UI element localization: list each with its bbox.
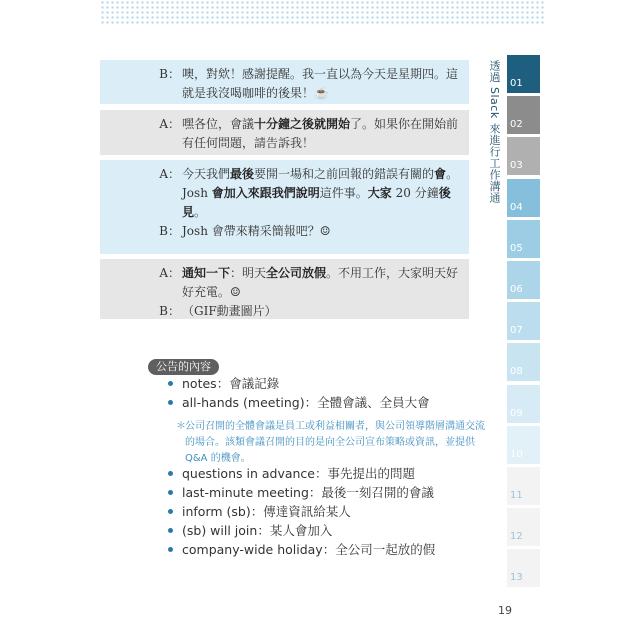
chapter-tab-03[interactable]: 03 xyxy=(507,137,540,175)
vocab-term: last-minute meeting xyxy=(182,485,309,500)
chapter-tab-01[interactable]: 01 xyxy=(507,55,540,93)
chapter-tab-08[interactable]: 08 xyxy=(507,343,540,381)
vocab-meaning: ：事先提出的問題 xyxy=(315,466,416,481)
vocab-meaning: ：某人會加入 xyxy=(257,523,333,538)
key-phrase: 最後 xyxy=(230,167,255,181)
bullet-icon xyxy=(168,471,173,476)
vocab-list-bottom xyxy=(168,464,435,559)
section-label: 公告的內容 xyxy=(148,359,219,375)
chat-line xyxy=(158,222,459,241)
message-segment: （GIF動畫圖片） xyxy=(182,304,277,318)
vocab-item xyxy=(168,393,430,412)
vocab-item xyxy=(168,521,435,540)
chat-box-3 xyxy=(100,160,469,254)
message-segment: 噢，對欸！感謝提醒。我一直以為今天是星期四。這就是我沒喝咖啡的後果！ xyxy=(182,67,459,100)
vocab-item xyxy=(168,502,435,521)
speaker-label: B： xyxy=(159,224,180,238)
speaker-label: A： xyxy=(159,167,180,181)
bullet-icon xyxy=(168,381,173,386)
key-phrase: 十分鐘之後就開始 xyxy=(254,117,351,131)
message-text xyxy=(158,165,459,222)
running-head: 透過 Slack 來進行工作溝通 xyxy=(488,60,501,204)
chapter-tab-05[interactable]: 05 xyxy=(507,220,540,258)
bullet-icon xyxy=(168,509,173,514)
vocab-meaning: ：傳達資訊給某人 xyxy=(250,504,351,519)
vocab-item xyxy=(168,540,435,559)
chat-box-1 xyxy=(100,60,469,104)
key-phrase: 會 xyxy=(434,167,447,181)
all-hands-note xyxy=(176,419,485,467)
chat-line xyxy=(158,302,459,321)
key-phrase: 通知一下 xyxy=(182,266,231,280)
chapter-tab-06[interactable]: 06 xyxy=(507,261,540,299)
chat-line xyxy=(158,264,459,302)
chapter-tab-02[interactable]: 02 xyxy=(507,96,540,134)
chat-line xyxy=(158,65,459,103)
message-segment: 。Josh xyxy=(182,167,459,200)
bullet-icon xyxy=(168,400,173,405)
vocab-term: inform (sb) xyxy=(182,504,251,519)
page-number: 19 xyxy=(498,604,512,617)
key-phrase: 後見 xyxy=(182,186,451,219)
message-segment: 了。如果你在開始前有任何問題，請告訴我！ xyxy=(182,117,459,150)
message-segment: 20 分鐘 xyxy=(391,186,439,200)
chapter-tab-07[interactable]: 07 xyxy=(507,302,540,340)
vocab-item xyxy=(168,464,435,483)
chat-box-2 xyxy=(100,110,469,155)
vocab-meaning: ：全體會議、全員大會 xyxy=(304,395,430,410)
dotted-header-pattern xyxy=(100,0,544,26)
message-text xyxy=(158,302,459,321)
vocab-term: company-wide holiday xyxy=(182,542,323,557)
message-segment: 要開一場和之前回報的錯誤有關的 xyxy=(254,167,435,181)
chapter-tab-04[interactable]: 04 xyxy=(507,179,540,217)
vocab-term: all-hands (meeting) xyxy=(182,395,305,410)
message-segment: 。不用工作，大家明天好好充電。☺ xyxy=(182,266,459,299)
bullet-icon xyxy=(168,490,173,495)
chapter-tab-11[interactable]: 11 xyxy=(507,467,540,505)
message-text xyxy=(158,115,459,153)
vocab-item xyxy=(168,374,430,393)
chat-box-4 xyxy=(100,259,469,319)
speaker-label: A： xyxy=(159,117,180,131)
vocab-meaning: ：會議記錄 xyxy=(216,376,280,391)
message-segment: Josh 會帶來精采簡報吧？☺ xyxy=(182,224,331,238)
vocab-term: (sb) will join xyxy=(182,523,258,538)
message-text xyxy=(158,65,459,103)
chapter-tab-10[interactable]: 10 xyxy=(507,426,540,464)
vocab-meaning: ：全公司一起放的假 xyxy=(322,542,436,557)
message-segment: 今天我們 xyxy=(182,167,231,181)
key-phrase: 大家 xyxy=(367,186,392,200)
message-segment: 嘿各位，會議 xyxy=(182,117,255,131)
key-phrase: 全公司放假 xyxy=(266,266,327,280)
speaker-label: B： xyxy=(159,304,180,318)
note-text: 公司召開的全體會議是員工或利益相關者，與公司領導階層溝通交流的場合。該類會議召開的目的是向全公司宣布策略或資訊，並提供 Q&A 的機會。 xyxy=(185,421,485,464)
vocab-term: notes xyxy=(182,376,217,391)
vocab-meaning: ：最後一刻召開的會議 xyxy=(308,485,434,500)
coffee-cup-icon: ☕ xyxy=(314,86,329,100)
vocab-list-top xyxy=(168,374,430,412)
vocab-item xyxy=(168,483,435,502)
speaker-label: B： xyxy=(159,67,180,81)
chat-line xyxy=(158,115,459,153)
bullet-icon xyxy=(168,547,173,552)
message-segment: ：明天 xyxy=(230,266,267,280)
message-segment: 這件事。 xyxy=(319,186,368,200)
vocab-term: questions in advance xyxy=(182,466,315,481)
key-phrase: 會加入來跟我們說明 xyxy=(211,186,320,200)
chapter-tab-12[interactable]: 12 xyxy=(507,508,540,546)
message-segment: 。 xyxy=(194,205,207,219)
chapter-tab-09[interactable]: 09 xyxy=(507,385,540,423)
speaker-label: A： xyxy=(159,266,180,280)
chapter-tab-13[interactable]: 13 xyxy=(507,549,540,587)
message-text xyxy=(158,264,459,302)
bullet-icon xyxy=(168,528,173,533)
message-text xyxy=(158,222,459,241)
note-marker: ＊ xyxy=(176,421,186,432)
chat-line xyxy=(158,165,459,222)
